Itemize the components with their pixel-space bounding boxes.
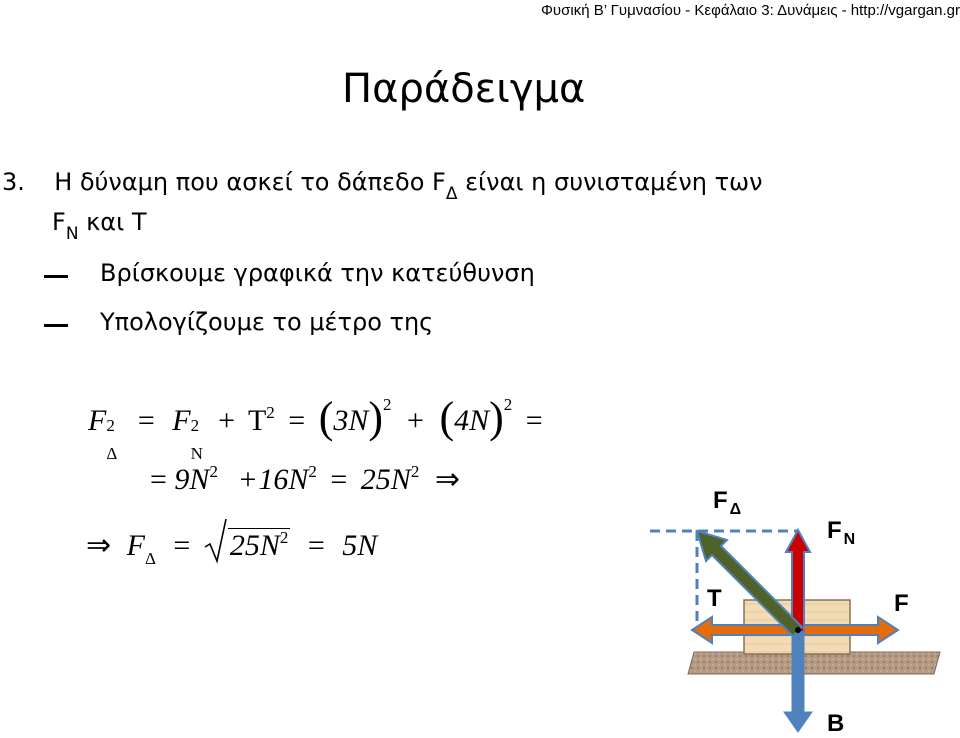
contact-point [795,627,801,633]
header-text: Φυσική Β’ Γυμνασίου - Κεφάλαιο 3: Δυνάμεις - http://vgargan.gr [540,2,960,19]
label-b: B [827,710,845,737]
eq3-25n: 25N [229,529,280,562]
eq3-5n: 5N [342,529,378,562]
problem-line2-f: F [52,208,66,236]
eq1-equals-1: = [137,404,155,437]
eq3-implies: ⇒ [86,529,112,562]
label-fn-f: F [827,517,842,544]
slide-title: Παράδειγμα [342,66,586,112]
eq2-plus: + [239,463,257,496]
eq3-f: F [126,529,145,562]
eq1-sub-delta: Δ [106,444,118,463]
eq2-equals-2: = [330,463,348,496]
eq1-f-delta: F [88,404,107,437]
eq3-equals-1: = [173,529,191,562]
eq3-sq: 2 [279,528,289,548]
eq2-9n: 9N [174,463,210,496]
eq1-plus-1: + [218,404,235,437]
label-f: F [894,590,909,617]
label-fdelta-sub: Δ [729,501,742,518]
eq1-sq-1: 2 [106,416,115,435]
eq1-equals-2: = [288,404,306,437]
eq1-sq-3: 2 [266,403,275,423]
problem-line2-sub: N [65,224,79,245]
problem-sub-delta: Δ [445,184,458,205]
eq1-sq-4: 2 [383,394,392,414]
problem-line2-rest: και T [78,208,147,236]
eq2-25n: 25N [360,463,411,496]
eq3-equals-2: = [307,529,325,562]
eq1-sq-2: 2 [190,416,200,435]
eq1-paren-close-1: ) [368,393,384,442]
eq1-3n: 3N [333,404,369,437]
label-fdelta [713,487,742,518]
eq1-paren-open-1: ( [318,393,334,442]
eq2-equals-1: = [150,463,167,496]
label-fn [827,517,856,548]
eq1-t: T [247,404,267,437]
eq2-16n: 16N [258,463,309,496]
problem-number: 3. [2,168,25,196]
label-t: T [707,585,722,612]
eq1-f-n: F [172,404,191,437]
eq2-sq-2: 2 [308,462,317,482]
eq1-paren-close-2: ) [489,393,504,442]
eq2-sq-1: 2 [209,462,218,482]
label-fn-sub: N [843,531,856,548]
eq1-equals-3: = [525,404,543,437]
bullet-item-2: Υπολογίζουμε το μέτρο της [100,308,434,336]
problem-text-part1: Η δύναμη που ασκεί το δάπεδο F [54,168,446,196]
eq1-4n: 4N [454,404,490,437]
eq1-sub-n: N [190,444,203,463]
eq3-sub-delta: Δ [144,549,156,569]
label-fdelta-f: F [713,487,728,514]
eq1-plus-2: + [407,404,424,437]
eq1-paren-open-2: ( [439,393,455,442]
problem-text-part2: είναι η συνισταμένη των [457,168,763,196]
bullet-item-1: Βρίσκουμε γραφικά την κατεύθυνση [100,259,535,287]
floor [688,652,940,674]
eq1-sq-5: 2 [503,394,513,414]
eq2-implies: ⇒ [434,463,460,496]
eq2-sq-3: 2 [410,462,420,482]
